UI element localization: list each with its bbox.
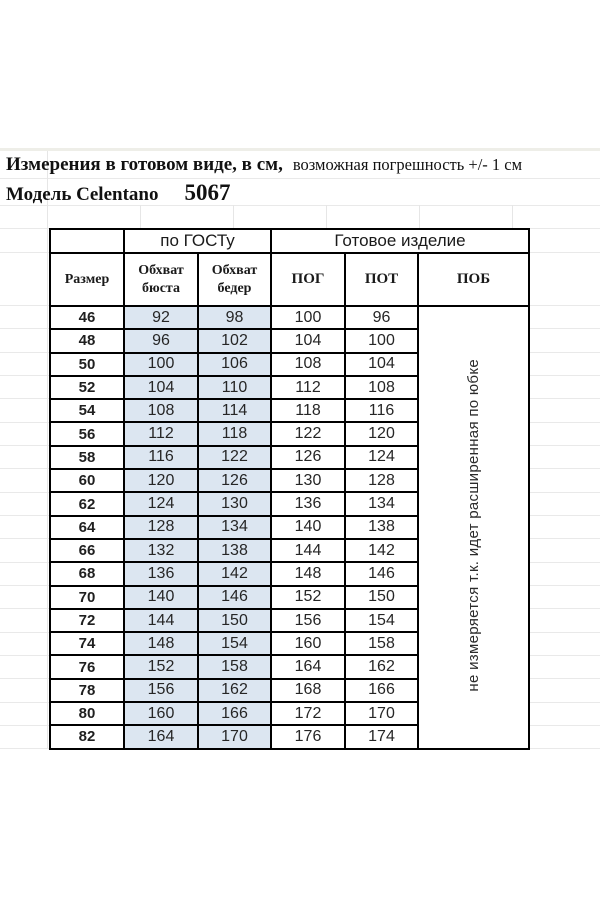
size-cell: 82 bbox=[50, 725, 124, 748]
bust-cell: 136 bbox=[124, 562, 198, 585]
hips-cell: 126 bbox=[198, 469, 271, 492]
size-cell: 80 bbox=[50, 702, 124, 725]
size-cell: 68 bbox=[50, 562, 124, 585]
pot-cell: 170 bbox=[345, 702, 418, 725]
hips-cell: 134 bbox=[198, 516, 271, 539]
bust-cell: 128 bbox=[124, 516, 198, 539]
size-cell: 70 bbox=[50, 586, 124, 609]
size-cell: 76 bbox=[50, 655, 124, 678]
hips-cell: 142 bbox=[198, 562, 271, 585]
column-header-size: Размер bbox=[50, 253, 124, 306]
group-header-gost: по ГОСТу bbox=[124, 229, 271, 253]
bust-cell: 156 bbox=[124, 679, 198, 702]
pob-note-text: не измеряется т.к. идет расширенная по юбке bbox=[465, 359, 482, 692]
pot-cell: 154 bbox=[345, 609, 418, 632]
size-cell: 46 bbox=[50, 306, 124, 329]
gridline-vertical bbox=[47, 151, 48, 748]
pot-cell: 128 bbox=[345, 469, 418, 492]
pog-cell: 176 bbox=[271, 725, 345, 748]
pog-cell: 108 bbox=[271, 353, 345, 376]
model-row bbox=[6, 179, 596, 206]
tolerance-note: возможная погрешность +/- 1 см bbox=[292, 155, 523, 174]
bust-cell: 100 bbox=[124, 353, 198, 376]
pog-cell: 122 bbox=[271, 422, 345, 445]
bust-cell: 164 bbox=[124, 725, 198, 748]
size-cell: 52 bbox=[50, 376, 124, 399]
bust-cell: 124 bbox=[124, 492, 198, 515]
table-row bbox=[50, 306, 529, 329]
hips-cell: 146 bbox=[198, 586, 271, 609]
bust-cell: 144 bbox=[124, 609, 198, 632]
pog-cell: 100 bbox=[271, 306, 345, 329]
pog-cell: 172 bbox=[271, 702, 345, 725]
column-header-pob: ПОБ bbox=[418, 253, 529, 306]
pot-cell: 120 bbox=[345, 422, 418, 445]
bust-cell: 120 bbox=[124, 469, 198, 492]
bust-cell: 108 bbox=[124, 399, 198, 422]
group-header-finished: Готовое изделие bbox=[271, 229, 529, 253]
pog-cell: 160 bbox=[271, 632, 345, 655]
gridline-vertical bbox=[233, 205, 234, 228]
pot-cell: 134 bbox=[345, 492, 418, 515]
size-cell: 78 bbox=[50, 679, 124, 702]
size-cell: 54 bbox=[50, 399, 124, 422]
pot-cell: 166 bbox=[345, 679, 418, 702]
size-cell: 62 bbox=[50, 492, 124, 515]
bust-cell: 116 bbox=[124, 446, 198, 469]
hips-cell: 150 bbox=[198, 609, 271, 632]
hips-cell: 170 bbox=[198, 725, 271, 748]
pot-cell: 100 bbox=[345, 329, 418, 352]
bust-cell: 152 bbox=[124, 655, 198, 678]
gridline-vertical bbox=[419, 205, 420, 228]
hips-cell: 166 bbox=[198, 702, 271, 725]
pot-cell: 96 bbox=[345, 306, 418, 329]
pot-cell: 162 bbox=[345, 655, 418, 678]
page-title: Измерения в готовом виде, в см, bbox=[6, 154, 283, 175]
hips-cell: 162 bbox=[198, 679, 271, 702]
pot-cell: 150 bbox=[345, 586, 418, 609]
pot-cell: 108 bbox=[345, 376, 418, 399]
pog-cell: 164 bbox=[271, 655, 345, 678]
bust-cell: 148 bbox=[124, 632, 198, 655]
sheet-title-row bbox=[6, 151, 596, 178]
hips-cell: 138 bbox=[198, 539, 271, 562]
pot-cell: 158 bbox=[345, 632, 418, 655]
bust-cell: 112 bbox=[124, 422, 198, 445]
bust-cell: 92 bbox=[124, 306, 198, 329]
pog-cell: 156 bbox=[271, 609, 345, 632]
pot-cell: 138 bbox=[345, 516, 418, 539]
hips-cell: 122 bbox=[198, 446, 271, 469]
size-cell: 50 bbox=[50, 353, 124, 376]
hips-cell: 98 bbox=[198, 306, 271, 329]
size-chart-table bbox=[49, 228, 530, 750]
hips-cell: 114 bbox=[198, 399, 271, 422]
size-cell: 48 bbox=[50, 329, 124, 352]
hips-cell: 102 bbox=[198, 329, 271, 352]
pog-cell: 126 bbox=[271, 446, 345, 469]
pot-cell: 174 bbox=[345, 725, 418, 748]
pog-cell: 152 bbox=[271, 586, 345, 609]
size-cell: 58 bbox=[50, 446, 124, 469]
size-cell: 66 bbox=[50, 539, 124, 562]
size-cell: 74 bbox=[50, 632, 124, 655]
pot-cell: 104 bbox=[345, 353, 418, 376]
size-cell: 72 bbox=[50, 609, 124, 632]
model-label: Модель Celentano bbox=[6, 184, 159, 205]
bust-cell: 140 bbox=[124, 586, 198, 609]
pog-cell: 130 bbox=[271, 469, 345, 492]
bust-cell: 160 bbox=[124, 702, 198, 725]
pog-cell: 104 bbox=[271, 329, 345, 352]
column-header-row bbox=[50, 253, 529, 306]
pot-cell: 146 bbox=[345, 562, 418, 585]
column-header-bust: Обхват бюста bbox=[124, 253, 198, 306]
gridline-vertical bbox=[140, 205, 141, 228]
bust-cell: 96 bbox=[124, 329, 198, 352]
pot-cell: 142 bbox=[345, 539, 418, 562]
size-cell: 60 bbox=[50, 469, 124, 492]
model-number: 5067 bbox=[184, 180, 231, 205]
group-header-row bbox=[50, 229, 529, 253]
pot-cell: 116 bbox=[345, 399, 418, 422]
group-header-spacer bbox=[50, 229, 124, 253]
hips-cell: 110 bbox=[198, 376, 271, 399]
size-cell: 56 bbox=[50, 422, 124, 445]
pog-cell: 168 bbox=[271, 679, 345, 702]
pog-cell: 140 bbox=[271, 516, 345, 539]
gridline-vertical bbox=[512, 205, 513, 228]
pot-cell: 124 bbox=[345, 446, 418, 469]
size-cell: 64 bbox=[50, 516, 124, 539]
hips-cell: 130 bbox=[198, 492, 271, 515]
pog-cell: 136 bbox=[271, 492, 345, 515]
bust-cell: 132 bbox=[124, 539, 198, 562]
hips-cell: 158 bbox=[198, 655, 271, 678]
column-header-pog: ПОГ bbox=[271, 253, 345, 306]
table-body bbox=[50, 306, 529, 749]
pob-note-cell bbox=[418, 306, 529, 749]
hips-cell: 106 bbox=[198, 353, 271, 376]
pog-cell: 112 bbox=[271, 376, 345, 399]
gridline-vertical bbox=[326, 205, 327, 228]
pog-cell: 118 bbox=[271, 399, 345, 422]
hips-cell: 154 bbox=[198, 632, 271, 655]
column-header-pot: ПОТ bbox=[345, 253, 418, 306]
column-header-hips: Обхват бедер bbox=[198, 253, 271, 306]
pog-cell: 144 bbox=[271, 539, 345, 562]
hips-cell: 118 bbox=[198, 422, 271, 445]
pog-cell: 148 bbox=[271, 562, 345, 585]
bust-cell: 104 bbox=[124, 376, 198, 399]
